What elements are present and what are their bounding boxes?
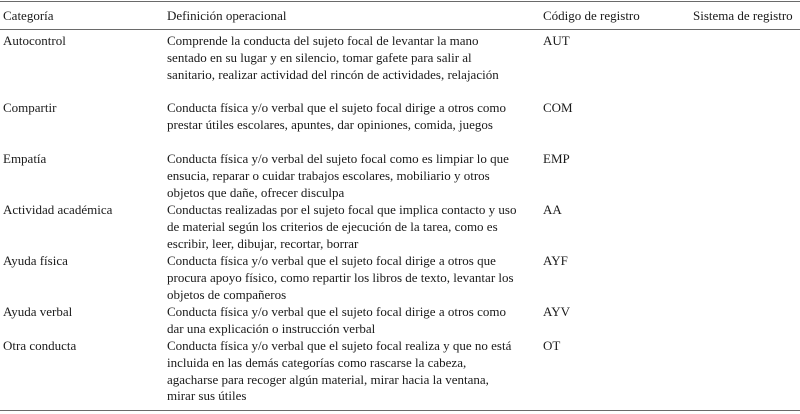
cell-definicion: Conducta física y/o verbal del sujeto focal como es limpiar lo que ensucia, reparar o cuidar trabajos escolares, mobiliario y otros objetos que dañe, ofrecer disculpa: [167, 151, 509, 200]
cell-categoria: Autocontrol: [3, 33, 66, 48]
header-codigo: Código de registro: [543, 8, 640, 23]
cell-definicion: Conducta física y/o verbal que el sujeto focal dirige a otros como dar una explicación o instrucción verbal: [167, 304, 506, 336]
cell-codigo: OT: [543, 338, 561, 353]
cell-definicion: Conducta física y/o verbal que el sujeto focal dirige a otros que procura apoyo físico, como repartir los libros de texto, levantar los objetos de compañeros: [167, 253, 514, 302]
cell-codigo: AUT: [543, 33, 570, 48]
cell-categoria: Empatía: [3, 151, 47, 166]
cell-codigo: AA: [543, 202, 562, 217]
cell-definicion: Conductas realizadas por el sujeto focal que implica contacto y uso de material según los criterios de ejecución de la tarea, como es escribir, leer, dibujar, recortar, borrar: [167, 202, 517, 251]
cell-codigo: AYF: [543, 253, 568, 268]
header-sistema: Sistema de registro: [693, 8, 793, 23]
cell-codigo: EMP: [543, 151, 570, 166]
cell-definicion: Comprende la conducta del sujeto focal de levantar la mano sentado en su lugar y en silencio, tomar gafete para salir al sanitario, realizar actividad del rincón de actividades, relajación: [167, 33, 499, 82]
header-categoria: Categoría: [3, 8, 54, 23]
cell-categoria: Ayuda física: [3, 253, 68, 268]
cell-categoria: Otra conducta: [3, 338, 77, 353]
cell-categoria: Ayuda verbal: [3, 304, 73, 319]
cell-codigo: AYV: [543, 304, 570, 319]
cell-codigo: COM: [543, 100, 573, 115]
table-top-rule: [0, 1, 800, 2]
cell-definicion: Conducta física y/o verbal que el sujeto focal dirige a otros como prestar útiles escolares, apuntes, dar opiniones, comida, juegos: [167, 100, 506, 132]
table-bottom-rule: [0, 410, 800, 411]
table-header-rule: [0, 29, 800, 30]
cell-definicion: Conducta física y/o verbal que el sujeto focal realiza y que no está incluida en las demás categorías como rascarse la cabeza, agacharse para recoger algún material, mirar hacia la ventana, mirar sus útiles: [167, 338, 512, 404]
header-definicion: Definición operacional: [167, 8, 287, 23]
cell-categoria: Compartir: [3, 100, 57, 115]
cell-categoria: Actividad académica: [3, 202, 113, 217]
